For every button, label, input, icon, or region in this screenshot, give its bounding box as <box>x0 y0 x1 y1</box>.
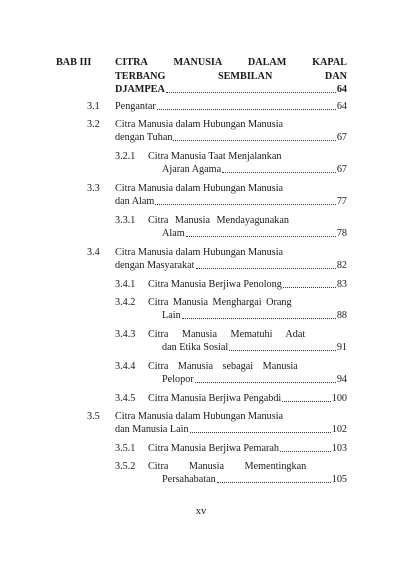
toc-entry-3-2-line1: Citra Manusia dalam Hubungan Manusia <box>115 119 284 130</box>
entry-number: 3.4.3 <box>115 329 136 340</box>
toc-entry-3-4-4-line1: Citra Manusia sebagai Manusia <box>148 361 298 372</box>
toc-entry-3-3-1-line1: Citra Manusia Mendayagunakan <box>148 215 289 226</box>
toc-entry-3-5-2-line1: Citra Manusia Mementingkan <box>148 461 307 472</box>
entry-number: 3.5.2 <box>115 461 136 472</box>
entry-number: 3.4.4 <box>115 361 136 372</box>
toc-entry-3-4-4: Pelopor 94 <box>162 374 347 385</box>
dot-leader <box>186 227 336 237</box>
toc-entry-3-2-1-line1: Citra Manusia Taat Menjalankan <box>148 151 282 162</box>
page-ref: 64 <box>336 84 347 95</box>
toc-entry-3-4-5: Citra Manusia Berjiwa Pengabdi 100 <box>148 393 347 404</box>
dot-leader <box>282 392 330 402</box>
entry-number: 3.4.5 <box>115 393 136 404</box>
toc-entry-3-5-1: Citra Manusia Berjiwa Pemarah 103 <box>148 443 347 454</box>
toc-entry-3-3: dan Alam 77 <box>115 196 347 207</box>
dot-leader <box>157 100 336 110</box>
toc-entry-3-5: dan Manusia Lain 102 <box>115 424 347 435</box>
toc-entry-3-2: dengan Tuhan 67 <box>115 132 347 143</box>
entry-number: 3.4.2 <box>115 297 136 308</box>
dot-leader <box>280 442 331 452</box>
entry-number: 3.1 <box>87 101 100 112</box>
toc-entry-3-4-1: Citra Manusia Berjiwa Penolong 83 <box>148 279 347 290</box>
entry-number: 3.2.1 <box>115 151 136 162</box>
entry-number: 3.3.1 <box>115 215 136 226</box>
chapter-title-line2: TERBANG SEMBILAN DAN <box>115 71 347 82</box>
toc-entry-3-5-2: Persahabatan 105 <box>162 474 347 485</box>
toc-entry-3-2-1: Ajaran Agama 67 <box>162 164 347 175</box>
dot-leader <box>196 259 336 269</box>
dot-leader <box>283 278 336 288</box>
entry-number: 3.5.1 <box>115 443 136 454</box>
toc-entry-3-5-line1: Citra Manusia dalam Hubungan Manusia <box>115 411 284 422</box>
chapter-title-line1: CITRA MANUSIA DALAM KAPAL <box>115 57 347 68</box>
entry-number: 3.4 <box>87 247 100 258</box>
toc-entry-3-4-2: Lain 88 <box>162 310 347 321</box>
dot-leader <box>155 195 335 205</box>
chapter-title-line3: DJAMPEA 64 <box>115 84 347 95</box>
dot-leader <box>182 309 336 319</box>
chapter-label: BAB III <box>56 57 92 68</box>
toc-entry-3-3-1: Alam 78 <box>162 228 347 239</box>
entry-number: 3.4.1 <box>115 279 136 290</box>
toc-entry-3-4-3-line1: Citra Manusia Mematuhi Adat <box>148 329 306 340</box>
entry-number: 3.3 <box>87 183 100 194</box>
toc-entry-3-4-line1: Citra Manusia dalam Hubungan Manusia <box>115 247 284 258</box>
dot-leader <box>229 341 336 351</box>
toc-entry-3-4: dengan Masyarakat 82 <box>115 260 347 271</box>
dot-leader <box>217 473 331 483</box>
dot-leader <box>166 83 336 93</box>
toc-entry-3-4-3: dan Etika Sosial 91 <box>162 342 347 353</box>
toc-entry-3-4-2-line1: Citra Manusia Menghargai Orang <box>148 297 292 308</box>
entry-number: 3.2 <box>87 119 100 130</box>
entry-number: 3.5 <box>87 411 100 422</box>
page-number: xv <box>195 506 207 517</box>
dot-leader <box>195 373 336 383</box>
dot-leader <box>190 423 331 433</box>
dot-leader <box>222 163 336 173</box>
dot-leader <box>173 131 335 141</box>
toc-entry-3-1: Pengantar 64 <box>115 101 347 112</box>
toc-entry-3-3-line1: Citra Manusia dalam Hubungan Manusia <box>115 183 284 194</box>
